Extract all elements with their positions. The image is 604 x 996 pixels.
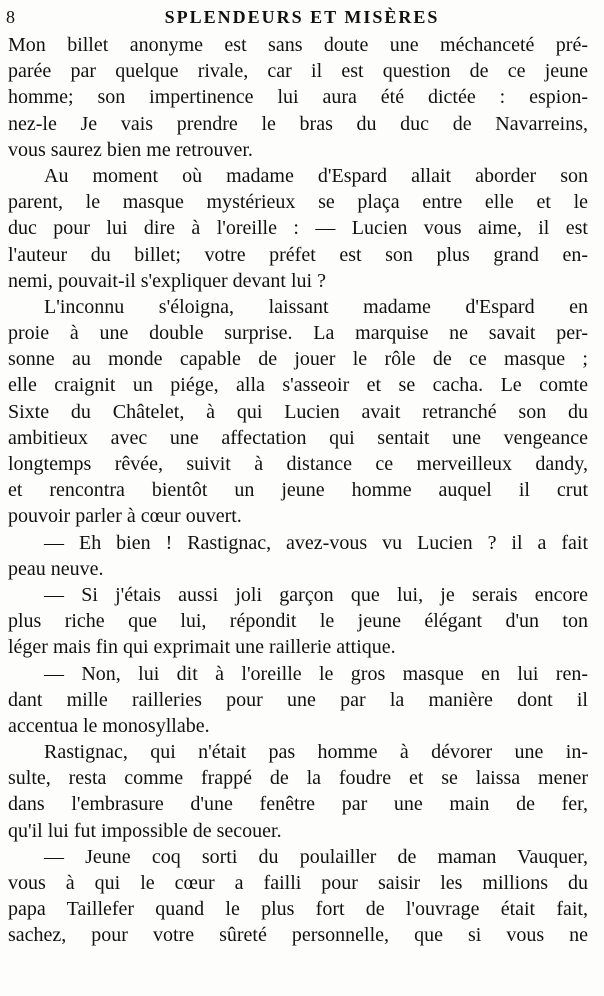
body-text [8, 32, 588, 949]
text-line: — Jeune coq sorti du poulailler de maman Vauquer, [44, 845, 588, 868]
text-line: vous saurez bien me retrouver. [8, 138, 253, 161]
text-line: duc pour lui dire à l'oreille : — Lucien vous aime, il est [8, 217, 588, 240]
paragraph [8, 844, 588, 949]
text-line: plus riche que lui, répondit le jeune élégant d'un ton [8, 610, 588, 633]
text-line: l'auteur du billet; votre préfet est son plus grand en- [8, 243, 588, 266]
text-line: dans l'embrasure d'une fenêtre par une main de fer, [8, 793, 588, 816]
text-line: proie à une double surprise. La marquise ne savait per- [8, 322, 588, 345]
text-line: accentua le monosyllabe. [8, 714, 210, 737]
page-number: 8 [6, 7, 15, 27]
paragraph [8, 661, 588, 740]
text-line: sulte, resta comme frappé de la foudre et se laissa mener [8, 767, 588, 790]
text-line: dant mille railleries pour une par la manière dont il [8, 688, 588, 711]
text-line: Mon billet anonyme est sans doute une méchanceté pré- [8, 34, 588, 56]
text-line: Au moment où madame d'Espard allait aborder son [44, 164, 588, 187]
paragraph [8, 163, 588, 294]
text-line: — Non, lui dit à l'oreille le gros masque en lui ren- [44, 662, 588, 685]
text-line: nemi, pouvait-il s'expliquer devant lui ? [8, 269, 326, 292]
text-line: Sixte du Châtelet, à qui Lucien avait retranché son du [8, 400, 588, 423]
text-line: L'inconnu s'éloigna, laissant madame d'Espard en [44, 295, 588, 318]
text-line: parée par quelque rivale, car il est question de ce jeune [8, 60, 588, 83]
text-line: et rencontra bientôt un jeune homme auquel il crut [8, 479, 588, 502]
paragraph [8, 582, 588, 661]
text-line: vous à qui le cœur a failli pour saisir les millions du [8, 872, 588, 894]
text-line: peau neuve. [8, 557, 104, 580]
text-line: sachez, pour votre sûreté personnelle, que si vous ne [8, 924, 588, 947]
text-line: parent, le masque mystérieux se plaça entre elle et le [8, 191, 588, 214]
paragraph [8, 32, 588, 163]
text-line: sonne au monde capable de jouer le rôle de ce masque ; [8, 348, 588, 371]
paragraph [8, 294, 588, 530]
text-line: léger mais fin qui exprimait une raillerie attique. [8, 636, 396, 659]
text-line: longtemps rêvée, suivit à distance ce merveilleux dandy, [8, 453, 588, 475]
text-line: ambitieux avec une affectation qui sentait une vengeance [8, 426, 588, 449]
running-title: SPLENDEURS ET MISÈRES [164, 7, 440, 27]
text-line: — Si j'étais aussi joli garçon que lui, je serais encore [44, 583, 588, 606]
text-line: Rastignac, qui n'était pas homme à dévorer une in- [44, 741, 588, 764]
text-line: papa Taillefer quand le plus fort de l'ouvrage était fait, [8, 898, 588, 921]
page-header [0, 0, 604, 30]
paragraph [8, 739, 588, 844]
text-line: pouvoir parler à cœur ouvert. [8, 505, 242, 528]
text-line: homme; son impertinence lui aura été dictée : espion- [8, 86, 588, 109]
text-line: — Eh bien ! Rastignac, avez-vous vu Lucien ? il a fait [44, 531, 588, 554]
text-line: elle craignit un piége, alla s'asseoir et se cacha. Le comte [8, 374, 588, 397]
text-line: nez-le Je vais prendre le bras du duc de Navarreins, [8, 112, 588, 135]
text-line: qu'il lui fut impossible de secouer. [8, 819, 282, 842]
paragraph [8, 530, 588, 582]
